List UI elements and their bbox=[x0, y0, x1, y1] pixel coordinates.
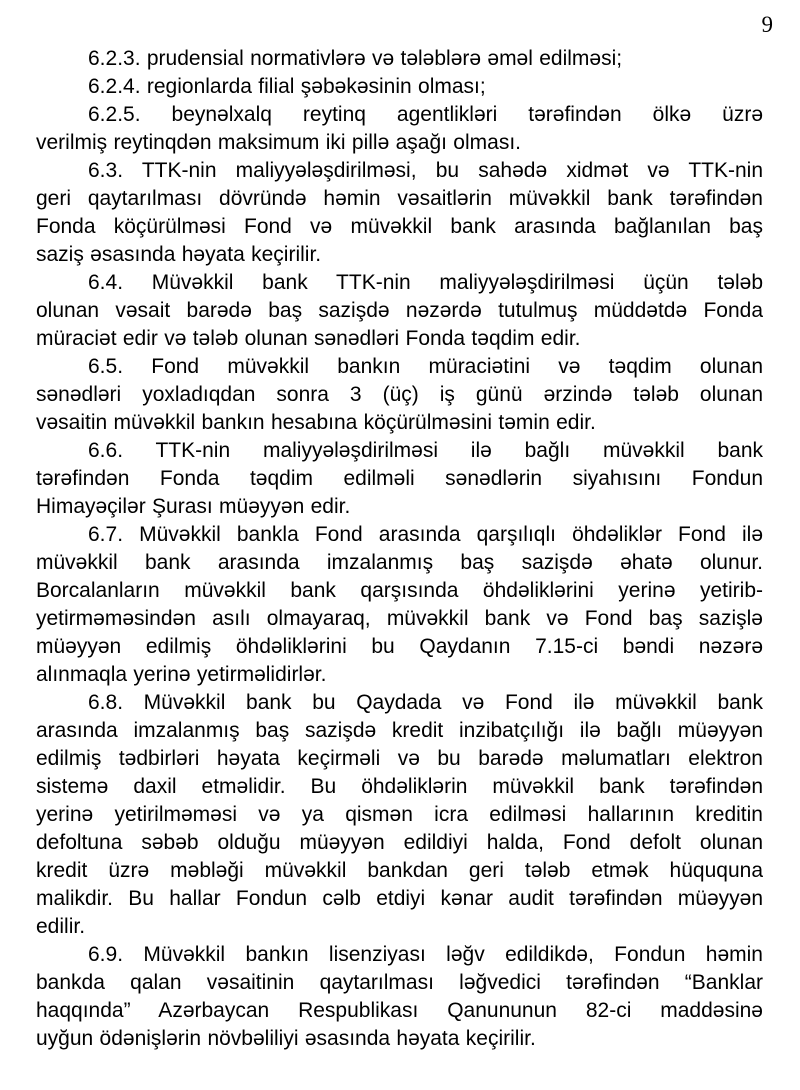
paragraph-6-7 bbox=[36, 521, 763, 689]
paragraph-6-5 bbox=[36, 353, 763, 437]
text-line: sistemə daxil etməlidir. Bu öhdəliklərin müvəkkil bank tərəfindən bbox=[36, 775, 763, 798]
paragraph-6-4 bbox=[36, 269, 763, 353]
text-line: haqqında” Azərbaycan Respublikası Qanununun 82-ci maddəsinə bbox=[36, 999, 763, 1022]
text-line: müraciət edir və tələb olunan sənədləri Fonda təqdim edir. bbox=[36, 327, 581, 350]
paragraph-6-2-3 bbox=[36, 45, 763, 73]
paragraph-6-9 bbox=[36, 941, 763, 1053]
document-body bbox=[36, 45, 763, 1053]
text-line: 6.6. TTK-nin maliyyələşdirilməsi ilə bağlı müvəkkil bank bbox=[88, 439, 763, 462]
text-line: uyğun ödənişlərin növbəliliyi əsasında həyata keçirilir. bbox=[36, 1027, 536, 1050]
text-line: tərəfindən Fonda təqdim edilməli sənədlərin siyahısını Fondun bbox=[36, 467, 763, 490]
text-line: Fonda köçürülməsi Fond və müvəkkil bank arasında bağlanılan baş bbox=[36, 215, 763, 238]
text-line: vəsaitin müvəkkil bankın hesabına köçürülməsini təmin edir. bbox=[36, 411, 596, 434]
paragraph-6-2-5 bbox=[36, 101, 763, 157]
text-line: Himayəçilər Şurası müəyyən edir. bbox=[36, 495, 351, 518]
text-line: alınmaqla yerinə yetirməlidirlər. bbox=[36, 663, 327, 686]
text-line: 6.2.3. prudensial normativlərə və tələblərə əməl edilməsi; bbox=[88, 47, 623, 70]
text-line: 6.9. Müvəkkil bankın lisenziyası ləğv edildikdə, Fondun həmin bbox=[88, 943, 763, 966]
text-line: edilir. bbox=[36, 915, 86, 938]
paragraph-6-2-4 bbox=[36, 73, 763, 101]
text-line: müəyyən edilmiş öhdəliklərini bu Qaydanın 7.15-ci bəndi nəzərə bbox=[36, 635, 763, 658]
page-number: 9 bbox=[761, 12, 773, 37]
text-line: saziş əsasında həyata keçirilir. bbox=[36, 243, 322, 266]
paragraph-6-3 bbox=[36, 157, 763, 269]
text-line: 6.7. Müvəkkil bankla Fond arasında qarşılıqlı öhdəliklər Fond ilə bbox=[88, 523, 763, 546]
text-line: 6.4. Müvəkkil bank TTK-nin maliyyələşdirilməsi üçün tələb bbox=[88, 271, 763, 294]
text-line: sənədləri yoxladıqdan sonra 3 (üç) iş günü ərzində tələb olunan bbox=[36, 383, 763, 406]
text-line: edilmiş tədbirləri həyata keçirməli və bu barədə məlumatları elektron bbox=[36, 747, 763, 770]
text-line: 6.3. TTK-nin maliyyələşdirilməsi, bu sahədə xidmət və TTK-nin bbox=[88, 159, 763, 182]
text-line: Borcalanların müvəkkil bank qarşısında öhdəliklərini yerinə yetirib- bbox=[36, 579, 763, 602]
paragraph-6-6 bbox=[36, 437, 763, 521]
text-line: arasında imzalanmış baş sazişdə kredit inzibatçılığı ilə bağlı müəyyən bbox=[36, 719, 763, 742]
text-line: olunan vəsait barədə baş sazişdə nəzərdə tutulmuş müddətdə Fonda bbox=[36, 299, 763, 322]
text-line: geri qaytarılması dövründə həmin vəsaitlərin müvəkkil bank tərəfindən bbox=[36, 187, 763, 210]
text-line: 6.5. Fond müvəkkil bankın müraciətini və təqdim olunan bbox=[88, 355, 763, 378]
text-line: bankda qalan vəsaitinin qaytarılması ləğvedici tərəfindən “Banklar bbox=[36, 971, 763, 994]
text-line: verilmiş reytinqdən maksimum iki pillə aşağı olması. bbox=[36, 131, 521, 154]
text-line: 6.8. Müvəkkil bank bu Qaydada və Fond ilə müvəkkil bank bbox=[88, 691, 763, 714]
text-line: yerinə yetirilməməsi və ya qismən icra edilməsi hallarının kreditin bbox=[36, 803, 763, 826]
text-line: defoltuna səbəb olduğu müəyyən edildiyi halda, Fond defolt olunan bbox=[36, 831, 763, 854]
text-line: malikdir. Bu hallar Fondun cəlb etdiyi kənar audit tərəfindən müəyyən bbox=[36, 887, 763, 910]
paragraph-6-8 bbox=[36, 689, 763, 941]
text-line: yetirməməsindən asılı olmayaraq, müvəkkil bank və Fond baş sazişlə bbox=[36, 607, 763, 630]
text-line: 6.2.4. regionlarda filial şəbəkəsinin olması; bbox=[88, 75, 486, 98]
text-line: 6.2.5. beynəlxalq reytinq agentlikləri tərəfindən ölkə üzrə bbox=[88, 103, 763, 126]
text-line: kredit üzrə məbləği müvəkkil bankdan geri tələb etmək hüququna bbox=[36, 859, 763, 882]
text-line: müvəkkil bank arasında imzalanmış baş sazişdə əhatə olunur. bbox=[36, 551, 763, 574]
